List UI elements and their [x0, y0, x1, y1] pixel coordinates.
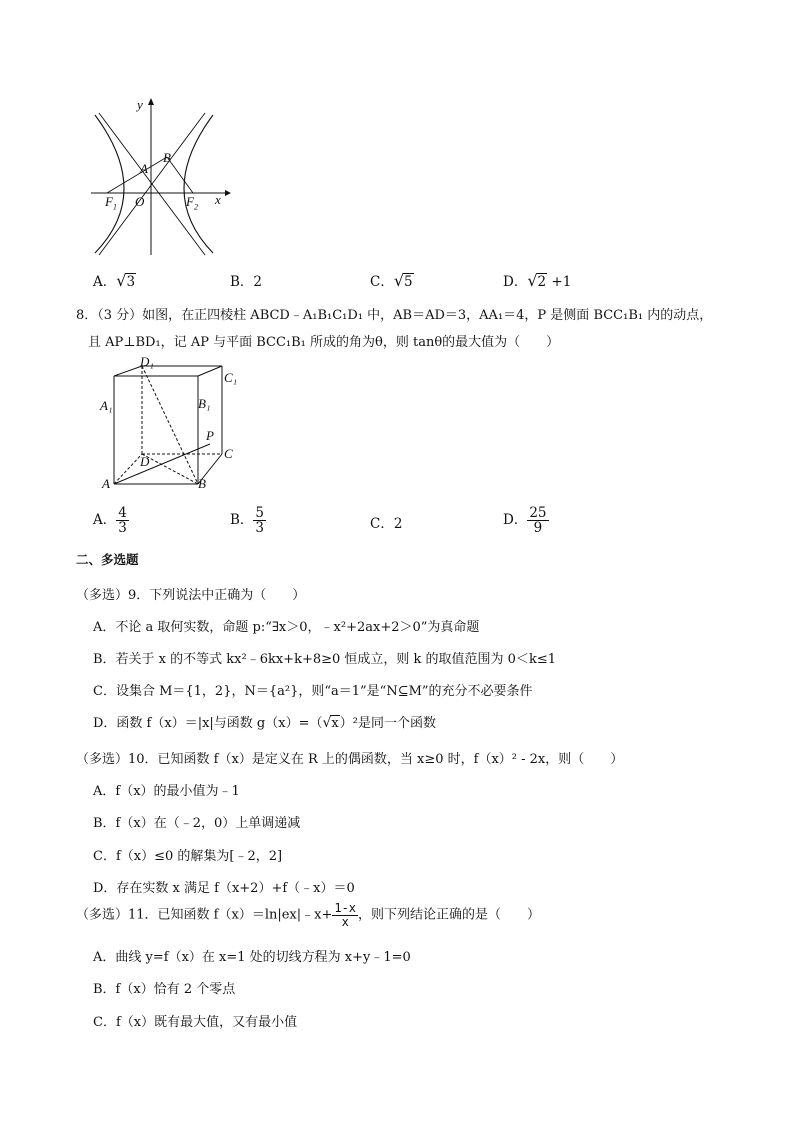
q11-option-c[interactable]: C．f（x）既有最大值，又有最小值	[93, 1015, 298, 1030]
q9-option-a[interactable]: A．不论 a 取何实数，命题 p:“∃x＞0，﹣x²+2ax+2＞0”为真命题	[93, 620, 480, 635]
q8-option-d[interactable]: D． $\frac{25}{9}$	[503, 505, 547, 537]
q11-option-b[interactable]: B．f（x）恰有 2 个零点	[93, 982, 236, 997]
x-axis-arrow	[225, 190, 231, 196]
label-y: y	[137, 97, 143, 112]
segment-a-p	[114, 444, 210, 484]
q7-option-c[interactable]: C．√5	[370, 271, 413, 290]
label-d1: D₁	[140, 354, 154, 369]
q8-option-b[interactable]: B． $\frac{5}{3}$	[230, 505, 265, 537]
label-f2: $F_2$	[186, 194, 198, 212]
label-a: A	[102, 476, 110, 491]
q9-stem: （多选）9．下列说法中正确为（ ）	[76, 588, 306, 603]
label-a: A	[140, 161, 148, 176]
edge-a1-d1	[114, 366, 142, 376]
label-c1: C₁	[224, 370, 238, 385]
section-title-multi-choice: 二、多选题	[76, 552, 139, 567]
label-p: P	[206, 428, 214, 443]
q10-option-d[interactable]: D．存在实数 x 满足 f（x+2）+f（﹣x）＝0	[93, 881, 355, 896]
line-f1-b	[107, 157, 167, 193]
q11-stem: （多选）11．已知函数 f（x）＝ln|ex|﹣x+ $\frac{1-x}{x}$ ，则下列结论正确的是（ ）	[76, 901, 541, 929]
q8-option-c[interactable]: C．2	[370, 516, 403, 532]
q8-figure	[98, 354, 248, 492]
q7-option-a[interactable]: A．√3	[93, 271, 136, 290]
label-d: D	[140, 454, 150, 469]
q7-option-d[interactable]: D．√2 +1	[503, 271, 572, 290]
q8-stem-line1: 8．（3 分）如图，在正四棱柱 ABCD﹣A₁B₁C₁D₁ 中，AB＝AD＝3，AA₁＝4，P 是侧面 BCC₁B₁ 内的动点，	[76, 308, 713, 323]
hyperbola-diagram	[85, 95, 245, 260]
label-b: B	[163, 150, 171, 165]
q10-option-b[interactable]: B．f（x）在（﹣2，0）上单调递减	[93, 816, 301, 831]
hyperbola-left-branch	[95, 115, 124, 253]
label-x: x	[215, 192, 221, 207]
label-c: C	[224, 446, 233, 461]
q9-option-c[interactable]: C．设集合 M＝{1，2}，N＝{a²}，则“a＝1”是“N⊆M”的充分不必要条件	[93, 684, 533, 699]
label-b: B	[198, 476, 206, 491]
q8-stem-line2: 且 AP⊥BD₁，记 AP 与平面 BCC₁B₁ 所成的角为θ，则 tanθ的最大值为（ ）	[88, 335, 560, 350]
y-axis-arrow	[148, 98, 154, 105]
q9-option-d[interactable]: D．函数 f（x）＝|x|与函数 g（x）=（√x）²是同一个函数	[93, 715, 436, 731]
q7-figure	[85, 95, 245, 260]
q7-option-b[interactable]: B．2	[230, 274, 263, 290]
q10-option-a[interactable]: A．f（x）的最小值为﹣1	[93, 784, 240, 799]
label-b1: B₁	[198, 396, 211, 411]
q11-option-a[interactable]: A．曲线 y=f（x）在 x=1 处的切线方程为 x+y﹣1=0	[93, 950, 411, 965]
q9-option-b[interactable]: B．若关于 x 的不等式 kx²﹣6kx+k+8≥0 恒成立，则 k 的取值范围为 0＜k≤1	[93, 652, 556, 667]
q10-stem: （多选）10．已知函数 f（x）是定义在 R 上的偶函数，当 x≥0 时，f（x）² - 2x，则（ ）	[76, 752, 624, 767]
q10-option-c[interactable]: C．f（x）≤0 的解集为[﹣2，2]	[93, 849, 283, 864]
label-a1: A₁	[100, 398, 113, 413]
edge-b1-c1	[198, 366, 222, 376]
diag-d1-b	[142, 366, 198, 484]
edge-a-d	[114, 454, 142, 484]
q8-option-a[interactable]: A． $\frac{4}{3}$	[93, 505, 127, 537]
label-f1: $F_1$	[105, 194, 117, 212]
label-o: O	[135, 194, 145, 209]
